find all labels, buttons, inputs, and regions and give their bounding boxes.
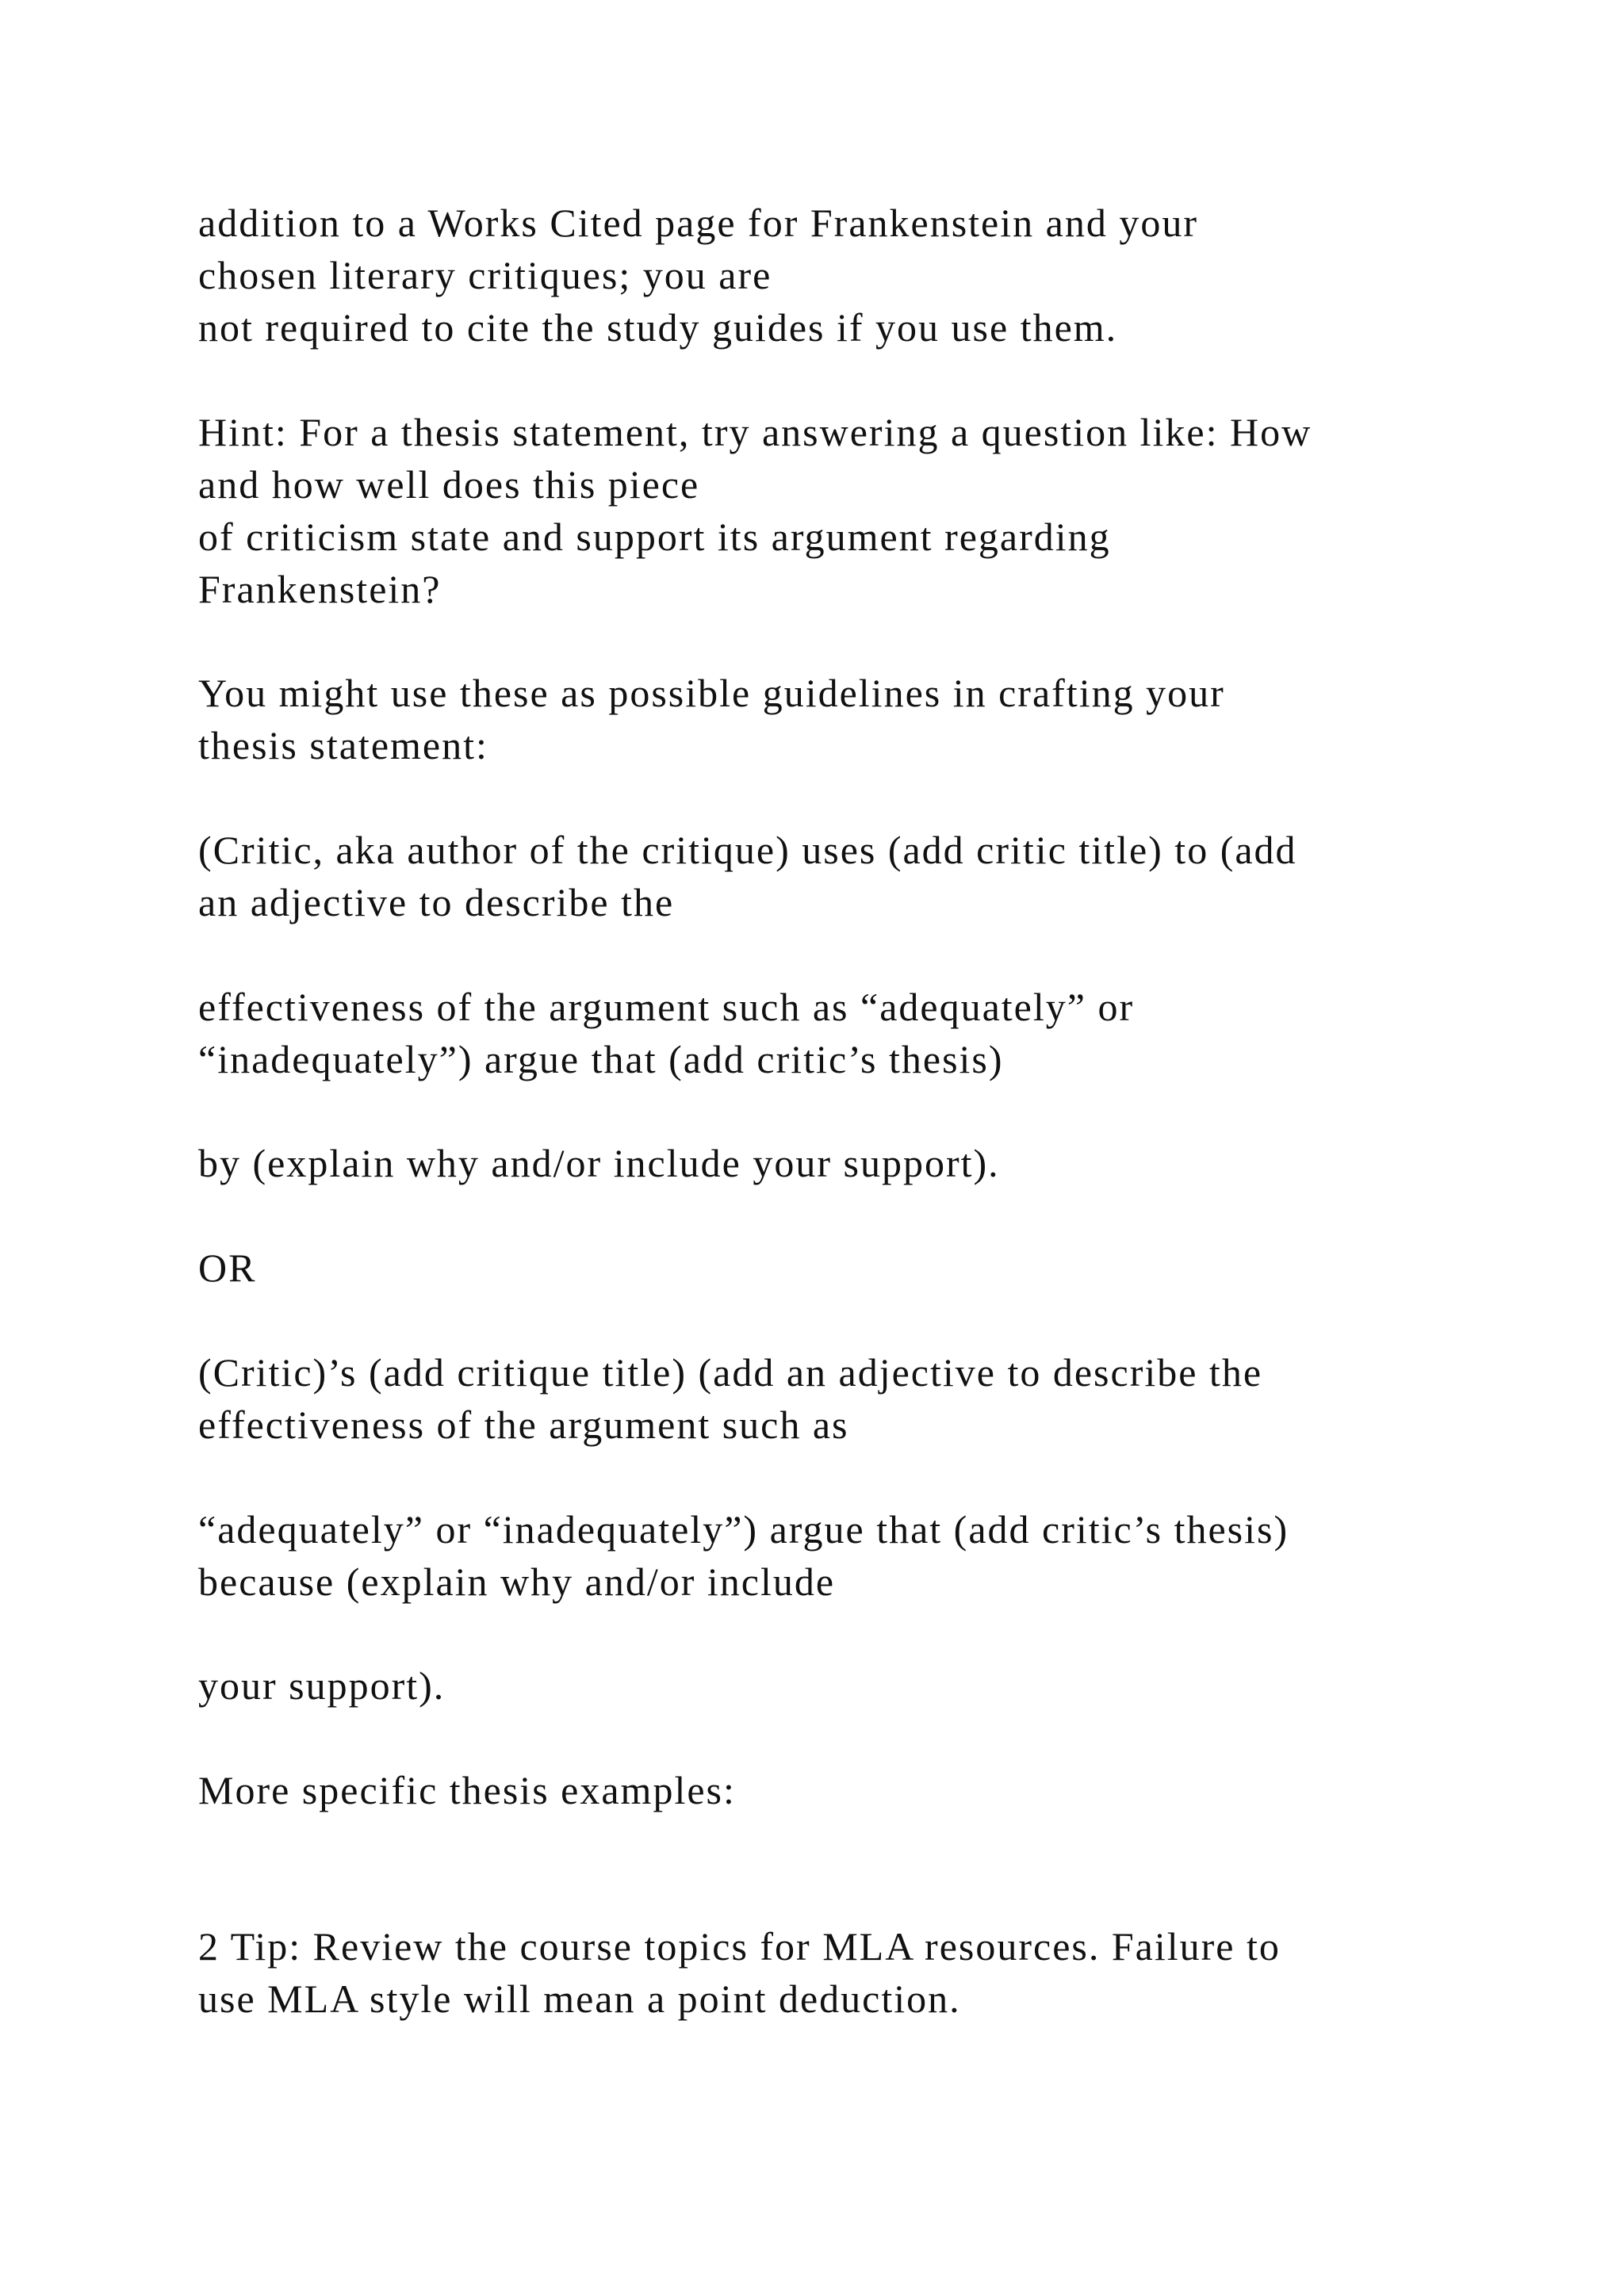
text-line: More specific thesis examples:: [198, 1768, 736, 1812]
text-line: and how well does this piece: [198, 462, 700, 507]
text-line: You might use these as possible guidelines in crafting your: [198, 671, 1225, 715]
text-line: thesis statement:: [198, 723, 488, 767]
text-line: use MLA style will mean a point deduction.: [198, 1976, 961, 2021]
text-line: 2 Tip: Review the course topics for MLA resources. Failure to: [198, 1924, 1281, 1969]
text-line: addition to a Works Cited page for Frankenstein and your: [198, 201, 1198, 245]
text-line: an adjective to describe the: [198, 880, 675, 924]
text-line: effectiveness of the argument such as “adequately” or: [198, 985, 1135, 1029]
text-line: “inadequately”) argue that (add critic’s thesis): [198, 1037, 1004, 1081]
text-line: “adequately” or “inadequately”) argue that (add critic’s thesis): [198, 1507, 1289, 1552]
text-line: OR: [198, 1246, 257, 1290]
text-line: (Critic, aka author of the critique) uses (add critic title) to (add: [198, 828, 1297, 872]
text-line: chosen literary critiques; you are: [198, 253, 772, 297]
text-line: (Critic)’s (add critique title) (add an adjective to describe the: [198, 1350, 1263, 1395]
text-line: effectiveness of the argument such as: [198, 1402, 849, 1447]
text-line: because (explain why and/or include: [198, 1559, 836, 1604]
text-line: not required to cite the study guides if you use them.: [198, 305, 1118, 350]
text-line: Frankenstein?: [198, 567, 442, 611]
text-line: Hint: For a thesis statement, try answering a question like: How: [198, 410, 1312, 454]
text-line: by (explain why and/or include your support).: [198, 1141, 1000, 1185]
text-line: your support).: [198, 1663, 446, 1708]
text-line: of criticism state and support its argument regarding: [198, 515, 1111, 559]
